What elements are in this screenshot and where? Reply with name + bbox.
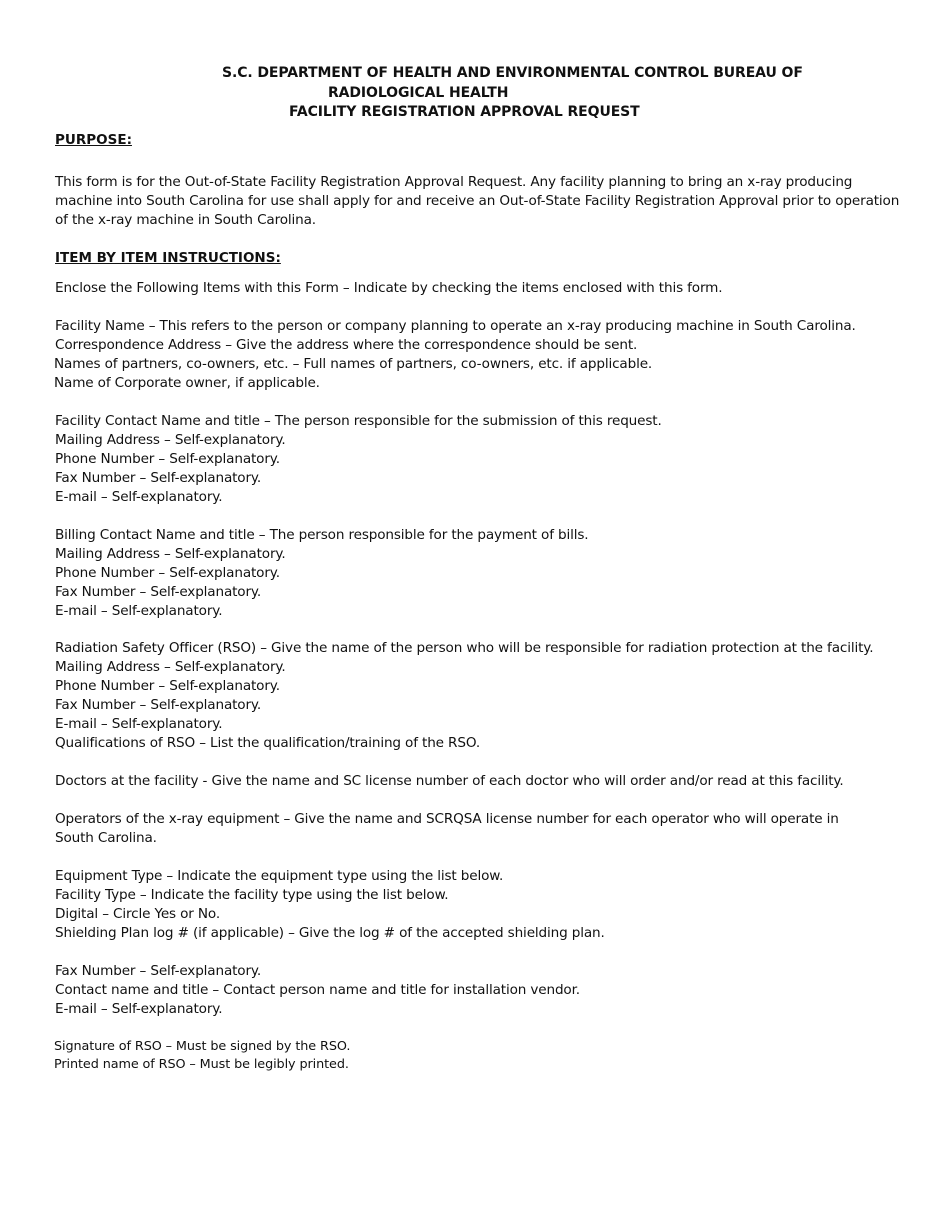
instructions-heading: ITEM BY ITEM INSTRUCTIONS: [55, 250, 281, 266]
billing-contact-phone: Phone Number – Self-explanatory. [55, 565, 280, 581]
billing-contact-fax: Fax Number – Self-explanatory. [55, 584, 262, 600]
purpose-heading: PURPOSE: [55, 132, 132, 148]
facility-contact-instruction: Facility Contact Name and title – The person responsible for the submission of this request. [55, 413, 662, 429]
facility-contact-email: E-mail – Self-explanatory. [55, 489, 223, 505]
header-line-1: S.C. DEPARTMENT OF HEALTH AND ENVIRONMENTAL CONTROL BUREAU OF [222, 65, 803, 81]
billing-contact-instruction: Billing Contact Name and title – The person responsible for the payment of bills. [55, 527, 589, 543]
rso-signature-instruction: Signature of RSO – Must be signed by the RSO. [54, 1039, 351, 1054]
correspondence-address-instruction: Correspondence Address – Give the address where the correspondence should be sent. [55, 337, 638, 353]
partners-instruction: Names of partners, co-owners, etc. – Full names of partners, co-owners, etc. if applicable. [54, 356, 653, 372]
vendor-fax: Fax Number – Self-explanatory. [55, 963, 262, 979]
facility-name-instruction: Facility Name – This refers to the person or company planning to operate an x-ray producing machine in South Carolina. [55, 318, 856, 334]
enclose-instruction: Enclose the Following Items with this Form – Indicate by checking the items enclosed with this form. [55, 280, 723, 296]
vendor-contact-instruction: Contact name and title – Contact person name and title for installation vendor. [55, 982, 580, 998]
billing-contact-mailing-address: Mailing Address – Self-explanatory. [55, 546, 286, 562]
digital-instruction: Digital – Circle Yes or No. [55, 906, 221, 922]
rso-phone: Phone Number – Self-explanatory. [55, 678, 280, 694]
billing-contact-email: E-mail – Self-explanatory. [55, 603, 223, 619]
rso-qualifications: Qualifications of RSO – List the qualification/training of the RSO. [55, 735, 481, 751]
doctors-instruction: Doctors at the facility - Give the name and SC license number of each doctor who will order and/or read at this facility. [55, 773, 844, 789]
equipment-type-instruction: Equipment Type – Indicate the equipment type using the list below. [55, 868, 504, 884]
rso-email: E-mail – Self-explanatory. [55, 716, 223, 732]
facility-contact-fax: Fax Number – Self-explanatory. [55, 470, 262, 486]
corporate-owner-instruction: Name of Corporate owner, if applicable. [54, 375, 320, 391]
vendor-email: E-mail – Self-explanatory. [55, 1001, 223, 1017]
rso-instruction: Radiation Safety Officer (RSO) – Give the name of the person who will be responsible for radiation protection at the facility. [55, 640, 874, 656]
rso-printed-name-instruction: Printed name of RSO – Must be legibly printed. [54, 1057, 349, 1072]
facility-contact-phone: Phone Number – Self-explanatory. [55, 451, 280, 467]
header-line-3: FACILITY REGISTRATION APPROVAL REQUEST [289, 104, 640, 120]
purpose-text: This form is for the Out-of-State Facility Registration Approval Request. Any facility planning to bring an x-ray producing machine into South Carolina for use shall apply for and receive an Out-of-State Facility Registration Approval prior to operation of the x-ray machine in South Carolina. [55, 174, 900, 229]
facility-type-instruction: Facility Type – Indicate the facility type using the list below. [55, 887, 449, 903]
rso-mailing-address: Mailing Address – Self-explanatory. [55, 659, 286, 675]
operators-instruction: Operators of the x-ray equipment – Give the name and SCRQSA license number for each operator who will operate in South Carolina. [55, 811, 839, 847]
header-line-2: RADIOLOGICAL HEALTH [328, 85, 509, 101]
facility-contact-mailing-address: Mailing Address – Self-explanatory. [55, 432, 286, 448]
rso-fax: Fax Number – Self-explanatory. [55, 697, 262, 713]
shielding-plan-instruction: Shielding Plan log # (if applicable) – Give the log # of the accepted shielding plan. [55, 925, 605, 941]
